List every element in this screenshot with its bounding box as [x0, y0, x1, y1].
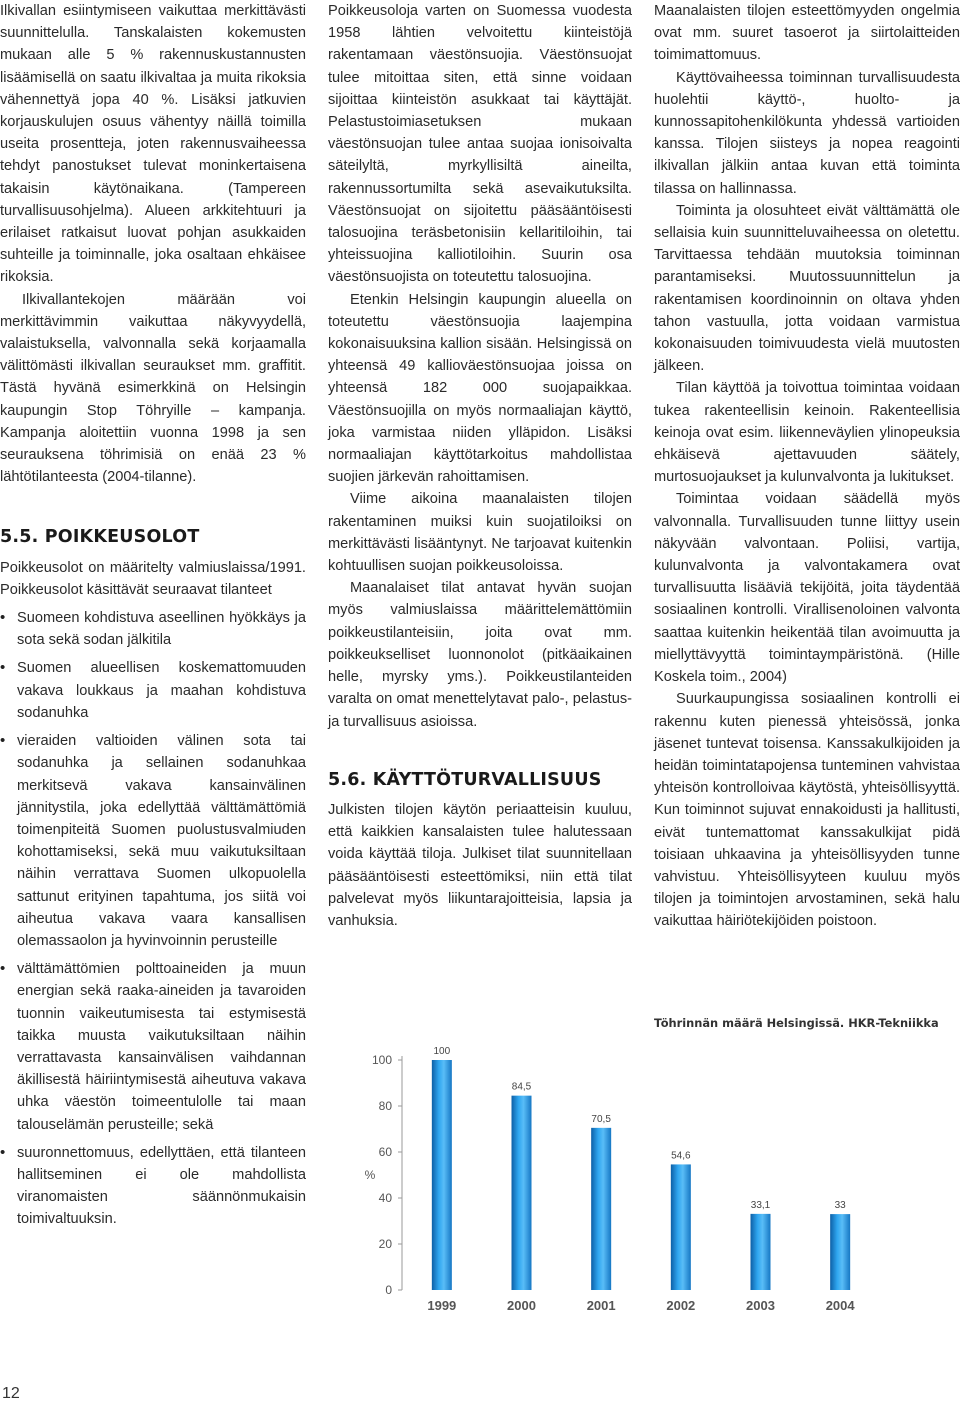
bar-chart — [340, 1030, 900, 1330]
y-tick-label: 80 — [378, 1099, 392, 1113]
data-label: 54,6 — [671, 1150, 691, 1162]
section-intro: Poikkeusolot on määritelty valmiuslaissa/1991. Poikkeusolot käsittävät seuraavat tilanteet — [0, 559, 306, 598]
x-tick-label: 2001 — [586, 1298, 616, 1313]
list-item: • Suomen alueellisen koskemattomuuden vakava loukkaus ja maahan kohdistuva sodanuhka — [0, 657, 306, 724]
data-label: 70,5 — [591, 1113, 611, 1125]
data-label: 33 — [834, 1200, 846, 1212]
x-tick-label: 2003 — [746, 1298, 775, 1313]
y-tick-label: 100 — [371, 1053, 392, 1067]
body-paragraph: Toiminta ja olosuhteet eivät välttämättä ole sellaisia kuin suunnitteluvaiheessa on oletettu. Tarvittaessa tehdään muutoksia toiminnan parantamiseksi. Muutossuunnittelun ja rakentamisen koordinoinnin on oltava yhden tahon vastuulla, jotta voidaan varmistua kokonaisuuden toimivuudesta vielä muutosten jälkeen. — [654, 202, 960, 375]
body-paragraph: Tilan käyttöä ja toivottua toimintaa voidaan tukea rakenteellisin keinoin. Rakenteellisia keinoja ovat esim. liikenneväylien ylinopeuksia ehkäisevä ajettavuuden säätely, murtosuojaukset ja kulunvalvonta ja lukitukset. — [654, 380, 960, 486]
section-heading-poikkeusolot: 5.5. POIKKEUSOLOT — [0, 527, 200, 548]
body-paragraph: Käyttövaiheessa toiminnan turvallisuudesta huolehtii käyttö-, huolto- ja kunnossapitohenkilökunta yhdessä vartioiden kanssa. Tilojen siisteys ja nopea reagointi ilkivallan jälkiin antaa kuvan että toiminta tilassa on hallinnassa. — [654, 69, 960, 197]
body-paragraph: Ilkivallan esiintymiseen vaikuttaa merkittävästi suunnittelulla. Tanskalaisten kokemusten mukaan alle 5 % rakennuskustannusten lisäämisellä on saatu ilkivaltaa ja muita rikoksia vähennettyä jopa 40 %. Lisäksi jatkuvien korjauskulujen osuus vähentyy näillä toimilla useita prosentteja, joten rakennusvaiheessa tehdyt panostukset tulevat moninkertaisena takaisin käytönaikana. (Tampereen turvallisuusohjelma). Alueen arkkitehtuuri ja erilaiset ratkaisut luovat pohjan asukkaiden suhteille ja toiminnalle, joka osaltaan ehkäisee rikoksia. — [0, 3, 306, 286]
bar-2002 — [671, 1164, 691, 1290]
body-paragraph: Toimintaa voidaan säädellä myös valvonnalla. Turvallisuuden tunne liittyy usein näkyvään valvontaan. Poliisi, vartija, kulunvalvonta ja valvontakamera ovat turvallisuutta lisääviä tekijöitä, joita täydentää sosiaalinen kontrolli. Virallisenoloinen valvonta saattaa kuitenkin heikentää tilan avoimuutta ja miellyttävyyttä toimintaympäristönä. (Hille Koskela toim., 2004) — [654, 491, 960, 686]
body-paragraph: Maanalaiset tilat antavat hyvän suojan myös valmiuslaissa määrittelemättömiin poikkeustilanteisiin, joita ovat mm. poikkeukselliset luonnonolot (pitkäaikainen helle, myrsky yms.). Poikkeustilanteiden varalta on omat menettelytavat palo-, pelastus- ja turvallisuus asioissa. — [328, 580, 632, 730]
body-paragraph: Viime aikoina maanalaisten tilojen rakentaminen muiksi kuin suojatiloiksi on merkittävästi lisääntynyt. Ne tarjoavat kuitenkin kohtuullisen suojan poikkeusoloissa. — [328, 491, 632, 575]
bar-2000 — [512, 1096, 532, 1290]
body-paragraph: Maanalaisten tilojen esteettömyyden ongelmia ovat mm. suuret tasoerot ja siirtolaitteiden toimimattomuus. — [654, 3, 960, 64]
bar-2003 — [751, 1214, 771, 1290]
bar-1999 — [432, 1060, 452, 1290]
y-tick-label: 60 — [378, 1145, 392, 1159]
list-item: • suuronnettomuus, edellyttäen, että tilanteen hallitseminen ei ole mahdollista viranomaisten säännönmukaisin toimivaltuuksin. — [0, 1142, 306, 1231]
data-label: 84,5 — [511, 1081, 532, 1093]
list-item: • vieraiden valtioiden välinen sota tai sodanuhka ja sellainen sodanuhkaa merkitsevä vakava kansainvälinen jännitystila, joka edellyttää välttämättömiä toimenpiteitä Suomen puolustusvalmiuden kohottamiseksi, sekä muu vaikutuksiltaan näihin verrattava Suomen ulkopuolella sattunut erityinen tapahtuma, jos siitä voi aiheutua vakava vaara kansallisen olemassaolon ja hyvinvoinnin perusteille — [0, 730, 306, 952]
x-tick-label: 2004 — [825, 1298, 855, 1313]
bar-2001 — [591, 1128, 611, 1290]
body-paragraph: Poikkeusoloja varten on Suomessa vuodesta 1958 lähtien velvoitettu kiinteistöjä rakentamaan väestönsuojia. Väestönsuojat tulee mitoittaa siten, että sinne voidaan sijoittaa kiinteistön asukkaat tai käyttäjät. Pelastustoimiasetuksen mukaan väestönsuojan tulee antaa suojaa ionisoivalta säteilyltä, myrkyllisiltä aineilta, rakennussortumilta sekä asevaikutuksilta. Väestönsuojat on sijoitettu pääsääntöisesti talosuojina teräsbetonisiin kellaritiloihin, tai yhteissuojina kalliotiloihin. Suurin osa väestönsuojista on toteutettu talosuojina. — [328, 3, 632, 286]
bullet-list — [0, 607, 306, 1230]
chart-caption: Töhrinnän määrä Helsingissä. HKR-Tekniikka — [654, 1016, 939, 1030]
body-paragraph: Etenkin Helsingin kaupungin alueella on toteutettu väestönsuojia laajempina kokonaisuuksina kallion sisään. Helsingissä on yhteensä 49 kallioväestönsuojaa joissa on yhteensä 182 000 suojapaikkaa. Väestönsuojilla on myös normaaliajan käyttö, joka varmistaa niiden ylläpidon. Lisäksi normaaliajan käyttötarkoitus mahdollistaa suojien järkevän rahoittamisen. — [328, 291, 632, 486]
bar-2004 — [830, 1214, 850, 1290]
body-paragraph: Julkisten tilojen käytön periaatteisin kuuluu, että kaikkien kansalaisten tulee halutessaan voida käyttää tiloja. Julkiset tilat suunnitellaan pääsääntöisesti esteettömiksi, niin että tilat palvelevat myös liikuntarajoitteisia, lapsia ja vanhuksia. — [328, 801, 632, 929]
data-label: 33,1 — [750, 1199, 771, 1211]
data-label: 100 — [433, 1046, 451, 1057]
text-column-right — [654, 0, 960, 933]
y-tick-label: 0 — [385, 1283, 392, 1297]
text-column-left — [0, 0, 306, 1231]
list-item: • Suomeen kohdistuva aseellinen hyökkäys ja sota sekä sodan jälkitila — [0, 607, 306, 651]
y-axis-label: % — [364, 1168, 376, 1182]
y-tick-label: 20 — [378, 1237, 392, 1251]
text-column-middle — [328, 0, 632, 932]
x-tick-label: 2000 — [507, 1298, 536, 1313]
x-tick-label: 1999 — [427, 1298, 457, 1313]
page-number: 12 — [2, 1385, 20, 1402]
section-heading-kayttoturvallisuus: 5.6. KÄYTTÖTURVALLISUUS — [328, 769, 602, 790]
body-paragraph: Ilkivallantekojen määrään voi merkittävimmin vaikuttaa näkyvyydellä, valaistuksella, valvonnalla sekä korjaamalla välittömästi ilkivallan seuraukset mm. graffitit. Tästä hyvänä esimerkkinä on Helsingin kaupungin Stop Töhryille – kampanja. Kampanja aloitettiin vuonna 1998 ja sen seurauksena töhrimisiä on enää 23 % lähtötilanteesta (2004-tilanne). — [0, 291, 306, 486]
list-item: • välttämättömien polttoaineiden ja muun energian sekä raaka-aineiden ja tavaroiden tuonnin vaikeutumisesta tai estymisestä taikka muusta vaikutuksiltaan näihin verrattavasta kansainvälisen vaihdannan äkillisestä häiriintymisestä aiheutuva vakava uhka väestön toimeentulolle tai maan talouselämän perusteille; sekä — [0, 958, 306, 1136]
y-tick-label: 40 — [378, 1191, 392, 1205]
body-paragraph: Suurkaupungissa sosiaalinen kontrolli ei rakennu kuten pienessä yhteisössä, jonka jäsenet tuntevat toisensa. Kanssakulkijoiden ja heidän toimintatapojensa tunteminen vahvistaa yhteisön kontrolloivaa käytöstä, yhteisöllisyyttä. Kun toiminnot sujuvat ennakoidusti ja hallitusti, eivät tuntemattomat kanssakulkijat pidä toisiaan uhkaavina ja yhteisöllisyyden tunne vahvistuu. Yhteisöllisyyteen kuuluu myös tilojen ja toimintojen arvostaminen, sekä halu vaikuttaa häiriötekijöiden poistoon. — [654, 691, 960, 930]
x-tick-label: 2002 — [666, 1298, 696, 1313]
